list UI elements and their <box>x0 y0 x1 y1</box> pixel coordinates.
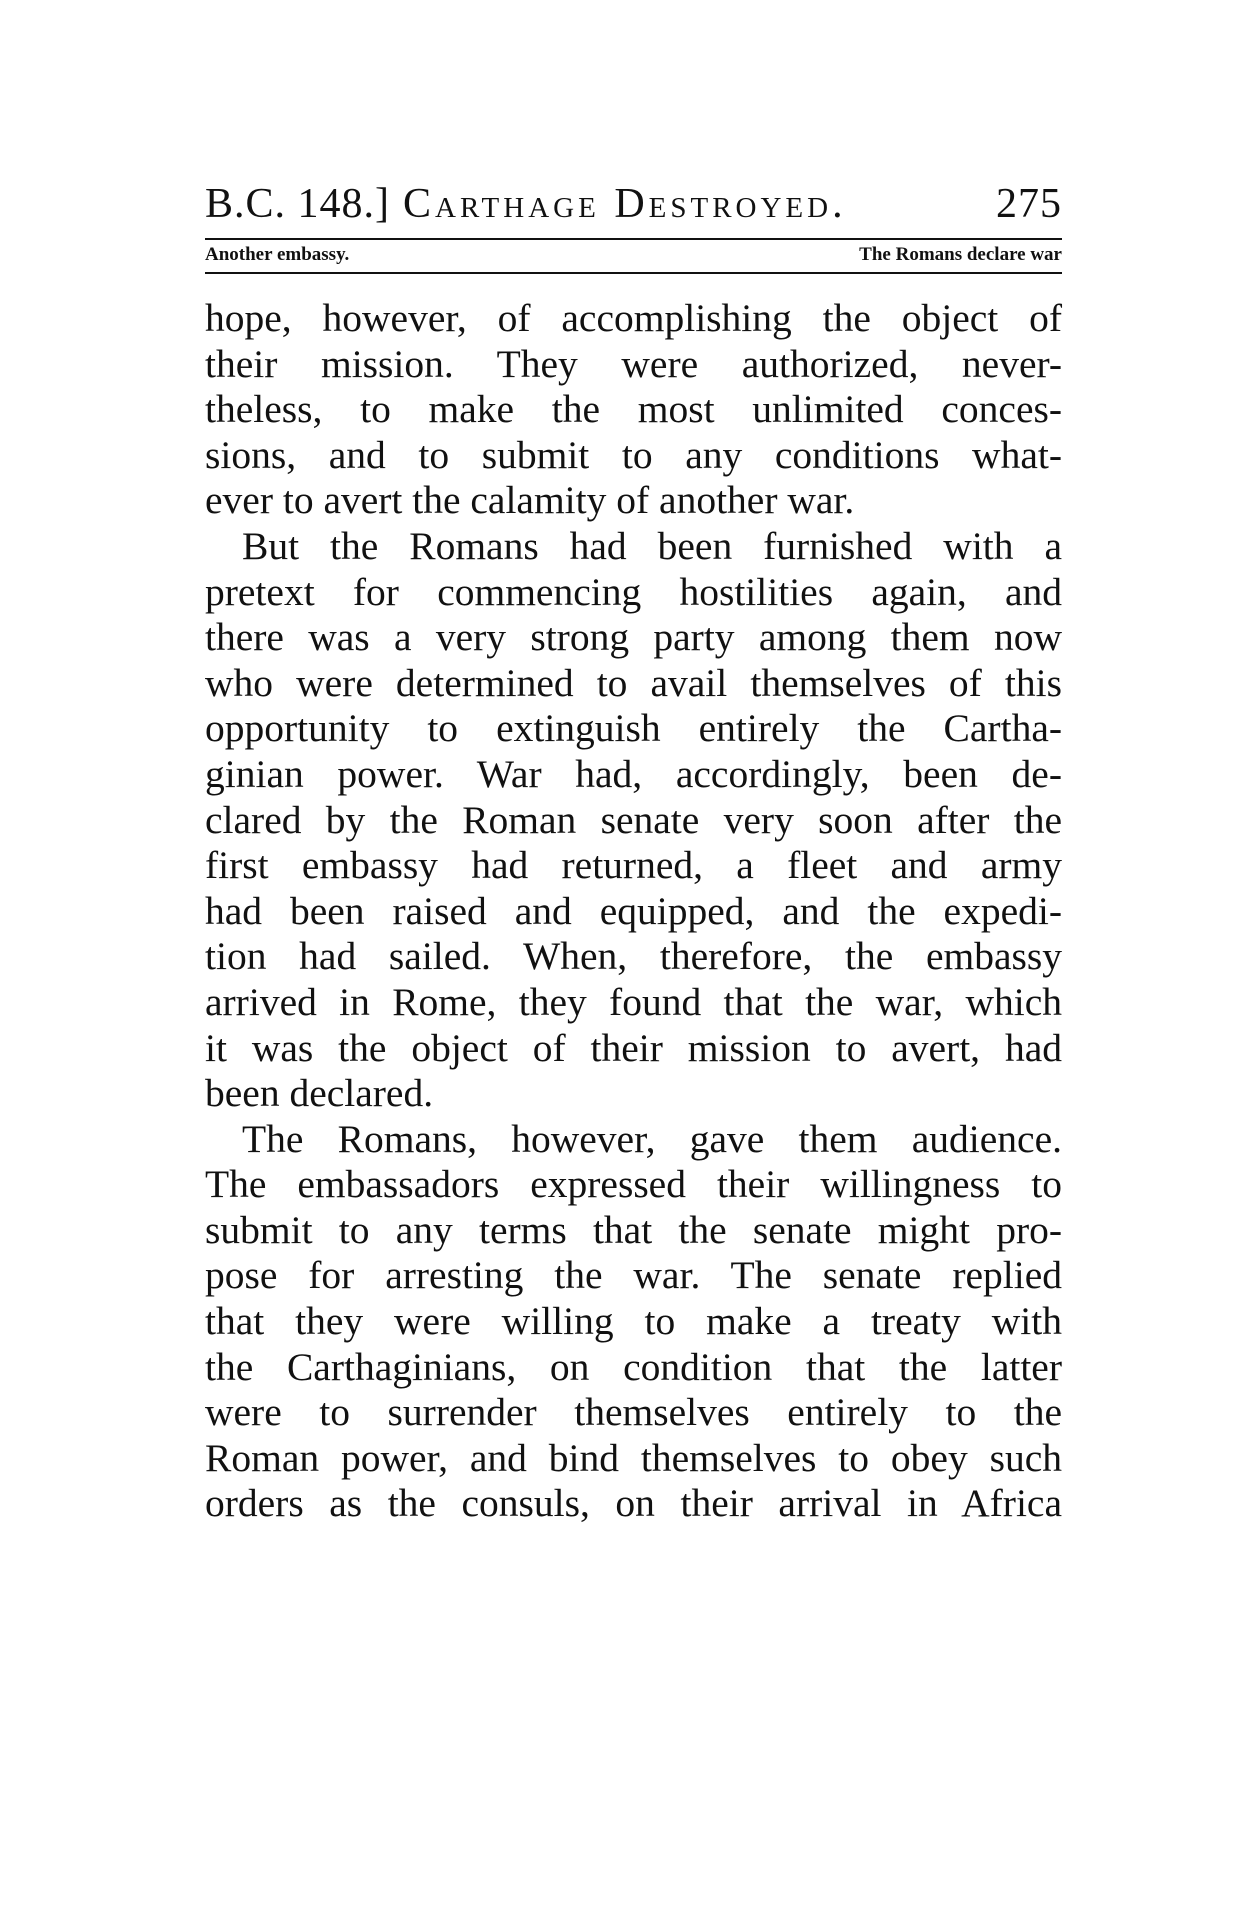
page-number: 275 <box>996 181 1062 227</box>
text-line: the Carthaginians, on condition that the latter <box>205 1344 1062 1389</box>
text-line: pose for arresting the war. The senate replied <box>205 1253 1062 1298</box>
text-line: there was a very strong party among them now <box>205 615 1062 660</box>
text-line: been declared. <box>205 1071 434 1116</box>
text-line: their mission. They were authorized, never- <box>205 341 1062 386</box>
text-line: hope, however, of accomplishing the object of <box>205 296 1062 340</box>
text-line: The Romans, however, gave them audience. <box>242 1116 1062 1161</box>
subheader-left: Another embassy. <box>205 244 350 265</box>
subheader-right: The Romans declare war <box>859 244 1062 265</box>
text-line: Roman power, and bind themselves to obey such <box>205 1435 1062 1480</box>
text-line: arrived in Rome, they found that the war, which <box>205 979 1062 1024</box>
running-head <box>205 180 1062 236</box>
text-line: that they were willing to make a treaty with <box>205 1299 1062 1344</box>
text-line: theless, to make the most unlimited conces- <box>205 387 1062 432</box>
text-line: first embassy had returned, a fleet and army <box>205 843 1062 888</box>
text-line: who were determined to avail themselves of this <box>205 660 1062 705</box>
text-line: had been raised and equipped, and the expedi- <box>205 888 1062 933</box>
text-line: ginian power. War had, accordingly, been de- <box>205 751 1062 796</box>
text-line: ever to avert the calamity of another war. <box>205 478 855 523</box>
text-line: orders as the consuls, on their arrival in Africa <box>205 1481 1062 1526</box>
text-line: were to surrender themselves entirely to the <box>205 1390 1062 1435</box>
subheader-rule <box>205 272 1062 274</box>
header-date: B.C. 148.] <box>205 181 391 227</box>
text-line: But the Romans had been furnished with a <box>242 523 1062 568</box>
text-line: submit to any terms that the senate might pro- <box>205 1207 1062 1252</box>
text-line: it was the object of their mission to avert, had <box>205 1025 1062 1070</box>
text-line: clared by the Roman senate very soon after the <box>205 797 1062 842</box>
text-line: tion had sailed. When, therefore, the embassy <box>205 934 1062 979</box>
header-title: Carthage Destroyed. <box>403 181 847 227</box>
text-line: The embassadors expressed their willingness to <box>205 1162 1062 1207</box>
book-page <box>205 180 1062 1527</box>
text-line: opportunity to extinguish entirely the Cartha- <box>205 706 1062 751</box>
subheader <box>205 240 1062 270</box>
text-line: pretext for commencing hostilities again, and <box>205 569 1062 614</box>
text-line: sions, and to submit to any conditions what- <box>205 432 1062 477</box>
body-text <box>205 296 1062 1527</box>
